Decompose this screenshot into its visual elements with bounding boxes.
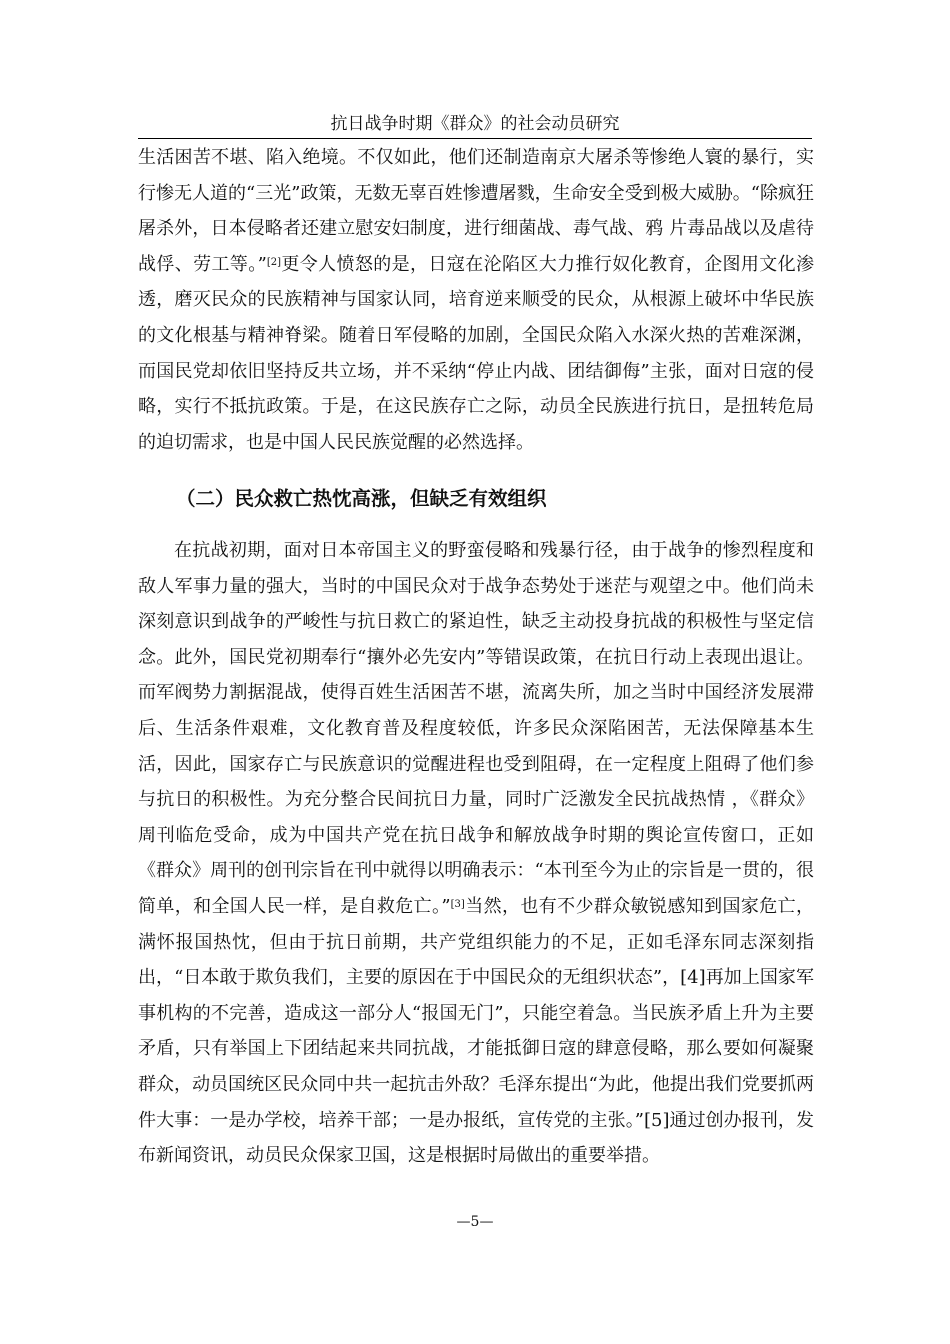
paragraph-1 (138, 140, 814, 460)
paragraph-2 (138, 533, 814, 1174)
paragraph-1-text-a: 生活困苦不堪、陷入绝境。不仅如此，他们还制造南京大屠杀等惨绝人寰的暴行，实行惨无人道的“三光”政策，无数无辜百姓惨遭屠戮，生命安全受到极大威胁。“除疯狂屠杀外，日本侵略者还建立慰安妇制度，进行细菌战、毒气战、鸦 片毒品战以及虐待战俘、劳工等。” (138, 147, 814, 275)
paragraph-2-text-a: 在抗战初期，面对日本帝国主义的野蛮侵略和残暴行径，由于战争的惨烈程度和敌人军事力量的强大，当时的中国民众对于战争态势处于迷茫与观望之中。他们尚未深刻意识到战争的严峻性与抗日救亡的紧迫性，缺乏主动投身抗战的积极性与坚定信念。此外，国民党初期奉行“攘外必先安内”等错误政策，在抗日行动上表现出退让。而军阀势力割据混战，使得百姓生活困苦不堪，流离失所，加之当时中国经济发展滞后、生活条件艰难，文化教育普及程度较低，许多民众深陷困苦，无法保障基本生活，因此，国家存亡与民族意识的觉醒进程也受到阻碍，在一定程度上阻碍了他们参与抗日的积极性。为充分整合民间抗日力量，同时广泛激发全民抗战热情 ，《群众》周刊临危受命，成为中国共产党在抗日战争和解放战争时期的舆论宣传窗口，正如《群众》周刊的创刊宗旨在刊中就得以明确表示：“本刊至今为止的宗旨是一贯的，很简单，和全国人民一样，是自救危亡。” (138, 540, 814, 917)
paragraph-2-text-b: 当然，也有不少群众敏锐感知到国家危亡，满怀报国热忱，但由于抗日前期，共产党组织能力的不足，正如毛泽东同志深刻指出，“日本敢于欺负我们，主要的原因在于中国民众的无组织状态”，[4]再加上国家军事机构的不完善，造成这一部分人“报国无门”，只能空着急。当民族矛盾上升为主要矛盾，只有举国上下团结起来共同抗战，才能抵御日寇的肆意侵略，那么要如何凝聚群众，动员国统区民众同中共一起抗击外敌？毛泽东提出“为此，他提出我们党要抓两件大事：一是办学校，培养干部；一是办报纸，宣传党的主张。”[5]通过创办报刊，发布新闻资讯，动员民众保家卫国，这是根据时局做出的重要举措。 (138, 895, 815, 1167)
citation-ref-3: [3] (450, 898, 465, 910)
header-rule (138, 138, 812, 139)
page-number: —5— (456, 1214, 494, 1230)
running-header: 抗日战争时期《群众》的社会动员研究 (330, 114, 620, 134)
section-heading: （二）民众救亡热忱高涨，但缺乏有效组织 (176, 487, 547, 510)
citation-ref-2: [2] (266, 256, 282, 268)
paragraph-1-text-b: 更令人愤怒的是，日寇在沦陷区大力推行奴化教育，企图用文化渗透，磨灭民众的民族精神与国家认同，培育逆来顺受的民众，从根源上破坏中华民族的文化根基与精神脊梁。随着日军侵略的加剧，全国民众陷入水深火热的苦难深渊，而国民党却依旧坚持反共立场，并不采纳“停止内战、团结御侮”主张，面对日寇的侵略，实行不抵抗政策。于是，在这民族存亡之际，动员全民族进行抗日，是扭转危局的迫切需求，也是中国人民民族觉醒的必然选择。 (138, 253, 815, 453)
